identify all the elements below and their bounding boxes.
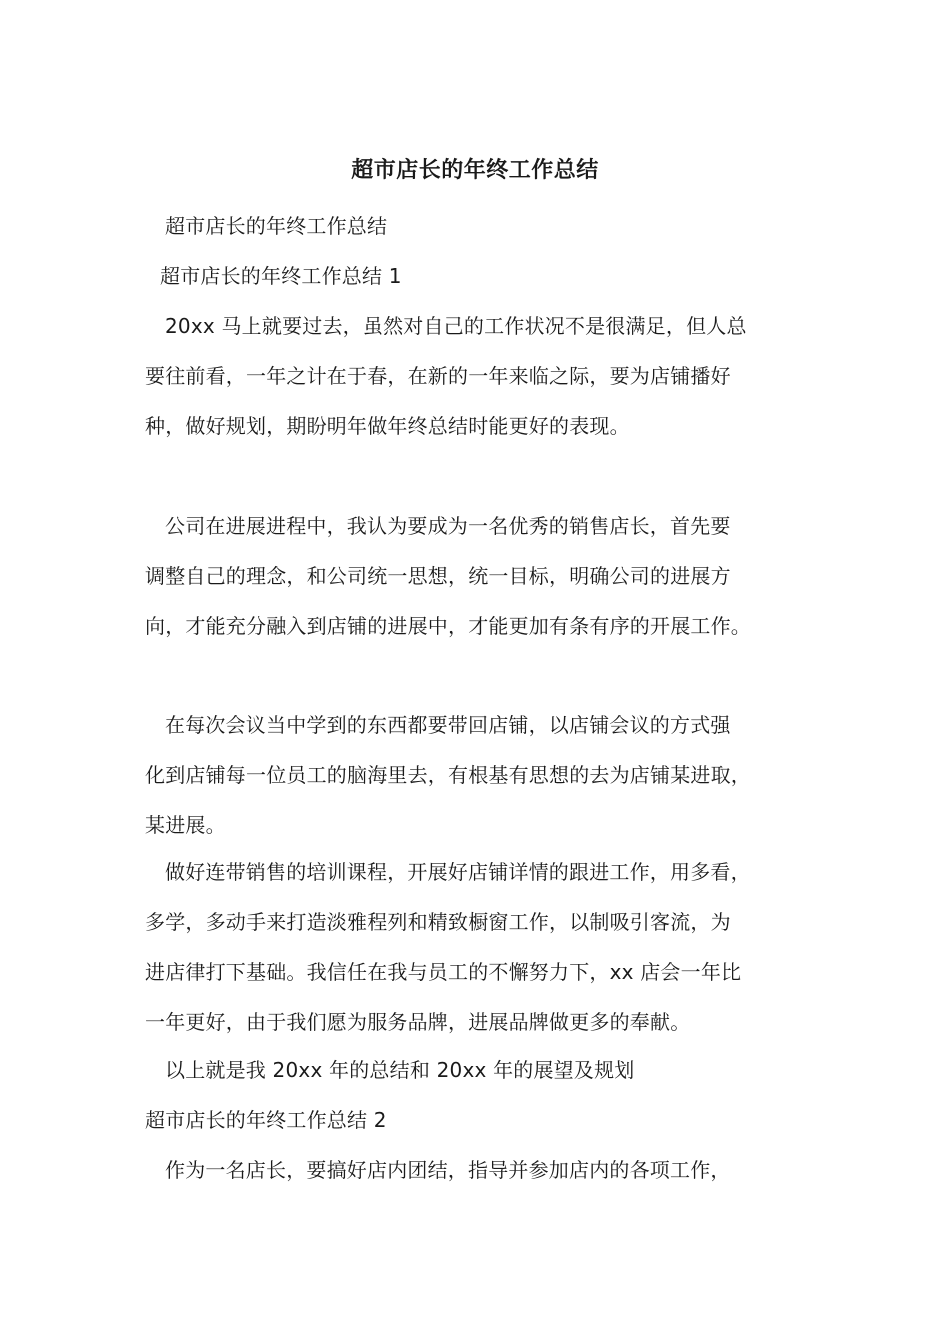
paragraph-line: 多学，多动手来打造淡雅程列和精致橱窗工作，以制吸引客流，为 (145, 910, 731, 934)
paragraph-line: 公司在进展进程中，我认为要成为一名优秀的销售店长，首先要 (165, 514, 731, 538)
paragraph-line: 调整自己的理念，和公司统一思想，统一目标，明确公司的进展方 (145, 564, 731, 588)
paragraph-line: 向，才能充分融入到店铺的进展中，才能更加有条有序的开展工作。 (145, 614, 751, 638)
paragraph-line: 以上就是我 20xx 年的总结和 20xx 年的展望及规划 (165, 1058, 635, 1082)
paragraph-line: 一年更好，由于我们愿为服务品牌，进展品牌做更多的奉献。 (145, 1010, 691, 1034)
paragraph-line: 进店律打下基础。我信任在我与员工的不懈努力下，xx 店会一年比 (145, 960, 742, 984)
section-heading-2: 超市店长的年终工作总结 2 (145, 1108, 387, 1132)
paragraph-line: 20xx 马上就要过去，虽然对自己的工作状况不是很满足，但人总 (165, 314, 747, 338)
paragraph-line: 作为一名店长，要搞好店内团结，指导并参加店内的各项工作， (165, 1158, 731, 1182)
section-heading-1: 超市店长的年终工作总结 1 (160, 264, 402, 288)
paragraph-line: 某进展。 (145, 813, 226, 837)
paragraph-line: 化到店铺每一位员工的脑海里去，有根基有思想的去为店铺某进取， (145, 763, 751, 787)
paragraph-line: 做好连带销售的培训课程，开展好店铺详情的跟进工作，用多看， (165, 860, 751, 884)
paragraph-line: 在每次会议当中学到的东西都要带回店铺，以店铺会议的方式强 (165, 713, 731, 737)
paragraph-line: 要往前看，一年之计在于春，在新的一年来临之际，要为店铺播好 (145, 364, 731, 388)
document-subtitle: 超市店长的年终工作总结 (165, 214, 388, 238)
paragraph-line: 种，做好规划，期盼明年做年终总结时能更好的表现。 (145, 414, 630, 438)
document-title: 超市店长的年终工作总结 (351, 158, 599, 183)
